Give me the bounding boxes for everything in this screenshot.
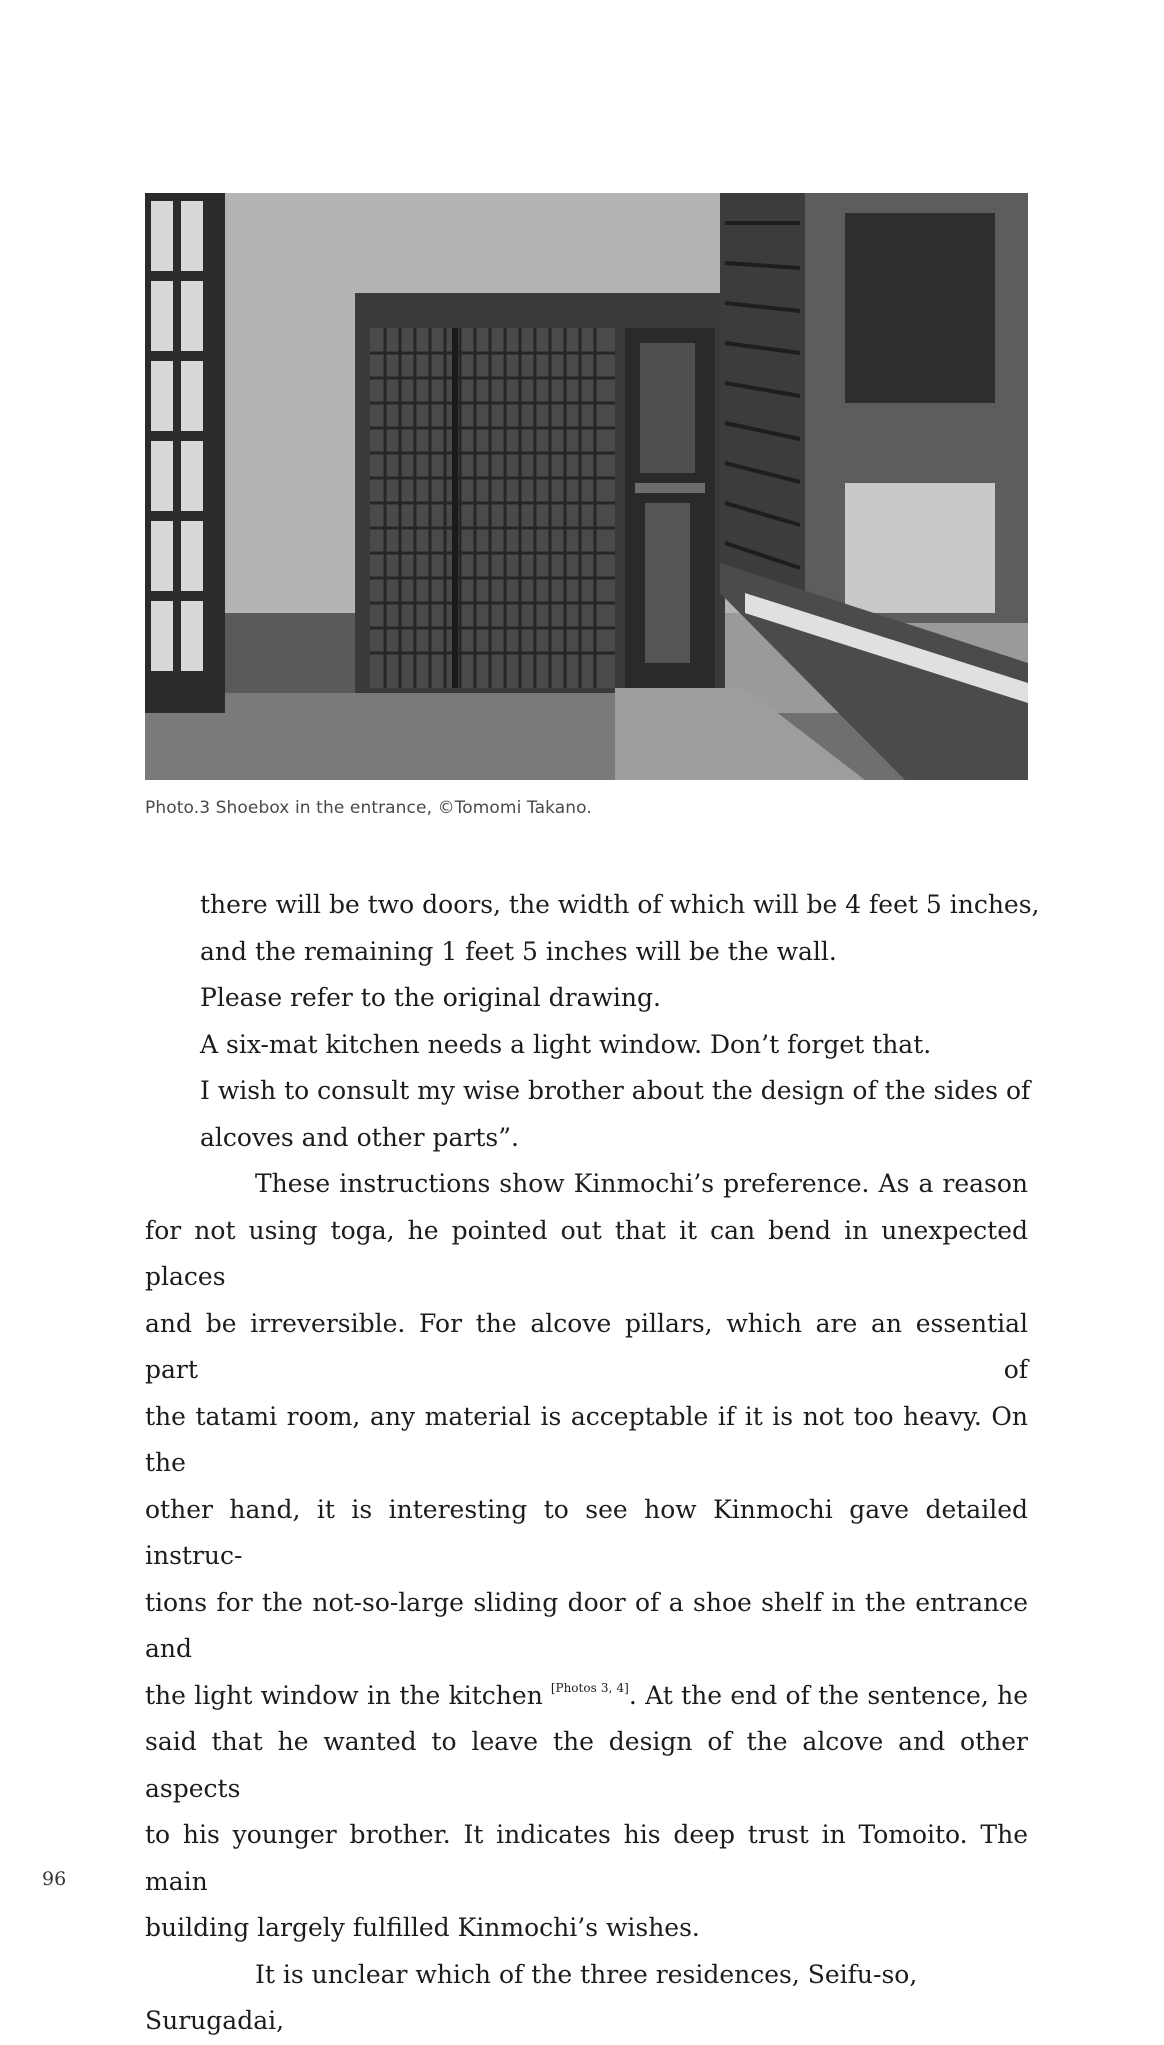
paragraph-line: for not using toga, he pointed out that it can bend in unexpected places [145,1215,1028,1291]
paragraph-line: and be irreversible. For the alcove pillars, which are an essential part of [145,1308,1028,1384]
paragraph-line: to his younger brother. It indicates his deep trust in Tomoito. The main [145,1820,1028,1896]
paragraph-line: tions for the not-so-large sliding door of a shoe shelf in the entrance and [145,1587,1028,1663]
body-text [145,882,1040,2045]
shoebox-photo [145,193,1028,780]
quote-line: and the remaining 1 feet 5 inches will be the wall. [200,936,837,966]
quote-line: alcoves and other parts”. [200,1122,519,1152]
quote-line: Please refer to the original drawing. [200,983,661,1012]
paragraph-line: the light window in the kitchen [Photos 3, 4]. At the end of the sentence, he [145,1680,1028,1710]
quote-line: there will be two doors, the width of which will be 4 feet 5 inches, [200,890,1040,919]
paragraph-line: It is unclear which of the three residences, Seifu-so, Surugadai, [145,1959,918,2035]
paragraph-line: building largely fulfilled Kinmochi’s wishes. [145,1913,700,1942]
photo-caption: Photo.3 Shoebox in the entrance, ©Tomomi Takano. [145,798,592,818]
quote-line: I wish to consult my wise brother about the design of the sides of [200,1076,1031,1105]
page-number: 96 [42,1868,67,1890]
paragraph [145,1952,1028,2045]
paragraph [145,1161,1028,1952]
photo-reference: [Photos 3, 4] [550,1680,629,1695]
paragraph-line: the tatami room, any material is acceptable if it is not too heavy. On the [145,1401,1028,1477]
quote-line: A six-mat kitchen needs a light window. Don’t forget that. [200,1029,932,1059]
photo-illustration [145,193,1028,780]
paragraph-line: These instructions show Kinmochi’s preference. As a reason [255,1169,1028,1198]
paragraph-line: said that he wanted to leave the design of the alcove and other aspects [145,1727,1028,1803]
paragraph-line: other hand, it is interesting to see how Kinmochi gave detailed instruc- [145,1494,1028,1570]
